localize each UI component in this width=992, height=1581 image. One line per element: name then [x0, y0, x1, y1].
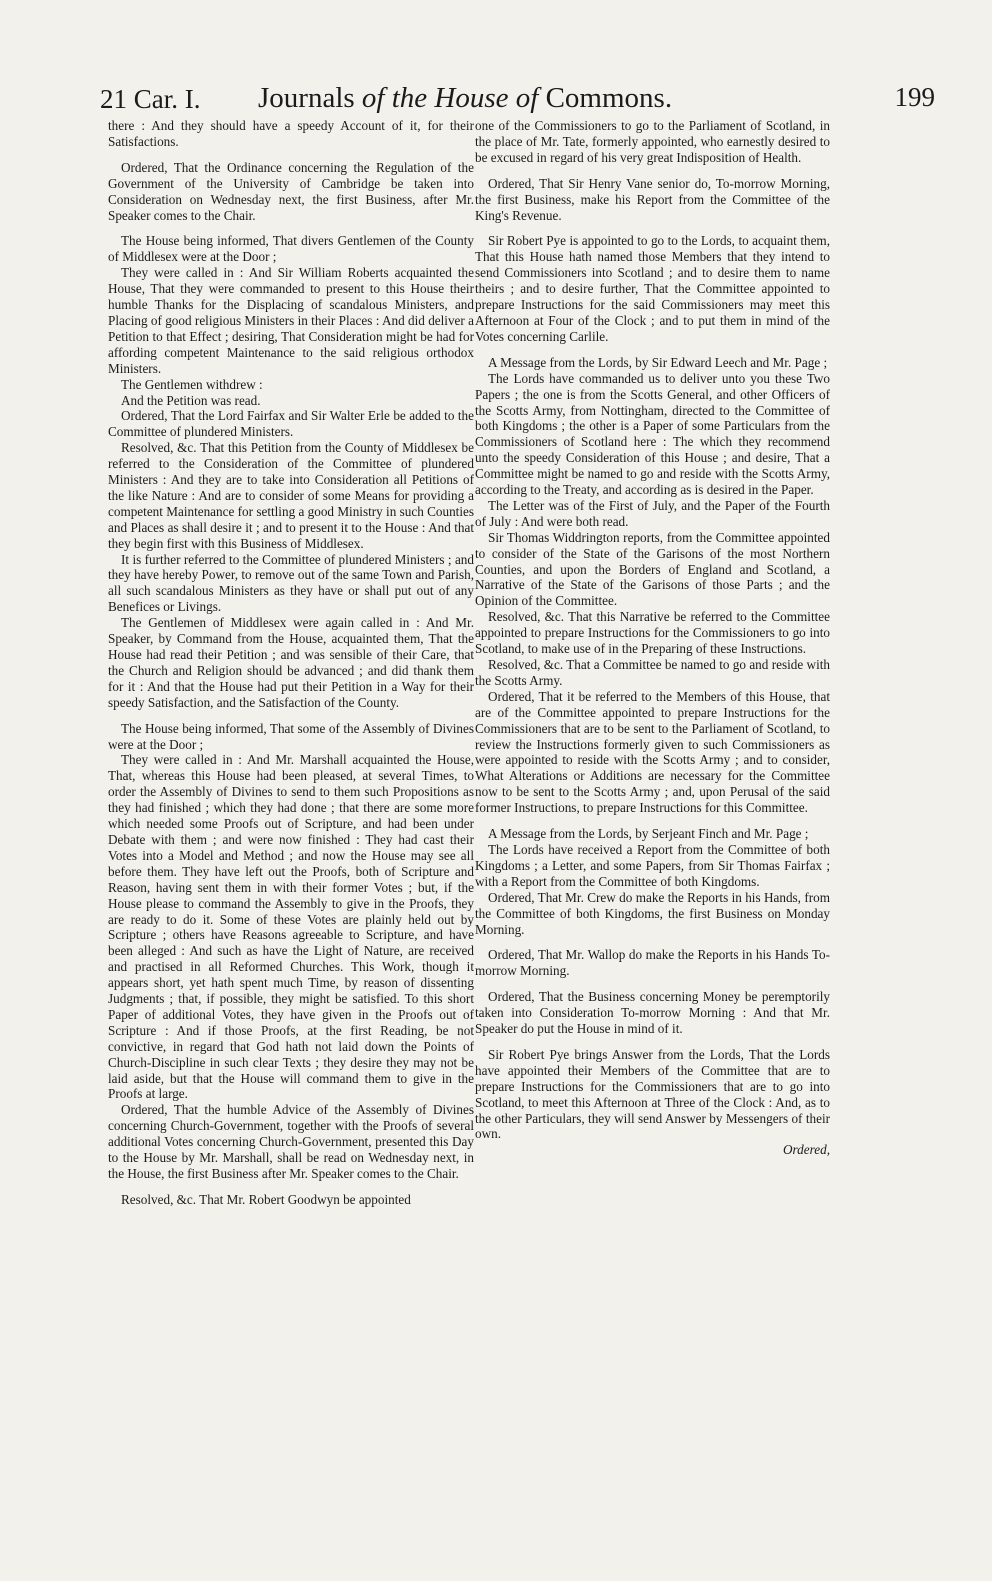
- left-column: [108, 118, 474, 1208]
- paragraph: It is further referred to the Committee of plundered Ministers ; and they have hereby Power, to remove out of the same Town and Parish, all such scandalous Ministers as they have or shall put out of any Benefices or Livings.: [108, 551, 474, 615]
- journal-mid: of the: [354, 82, 435, 114]
- journal-title: [258, 82, 672, 115]
- journal-house: House: [434, 82, 509, 114]
- paragraph: Resolved, &c. That a Committee be named to go and reside with the Scotts Army.: [475, 657, 830, 688]
- paragraph: Ordered, That Mr. Wallop do make the Reports in his Hands To-morrow Morning.: [475, 947, 830, 979]
- journal-of: of: [508, 82, 546, 114]
- paragraph: Ordered, That the Ordinance concerning the Regulation of the Government of the University of Cambridge be taken into Consideration on Wednesday next, the first Business, after Mr. Speaker comes to the Chair.: [108, 159, 474, 223]
- reign-label: 21 Car. I.: [100, 84, 201, 114]
- journal-commons: Commons.: [545, 82, 673, 114]
- page-number: 199: [894, 82, 935, 112]
- paragraph: there : And they should have a speedy Account of it, for their Satisfactions.: [108, 118, 474, 149]
- paragraph: Sir Robert Pye brings Answer from the Lords, That the Lords have appointed their Members of the Committee that are to prepare Instructions for the Commissioners that are to go into Scotland, to meet this Afternoon at Three of the Clock : And, as to the other Particulars, they will send Answer by Messengers of their own.: [475, 1046, 830, 1142]
- paragraph: one of the Commissioners to go to the Parliament of Scotland, in the place of Mr. Tate, formerly appointed, who earnestly desired to be excused in regard of his very great Indisposition of Health.: [475, 118, 830, 165]
- paragraph: A Message from the Lords, by Sir Edward Leech and Mr. Page ;: [488, 354, 828, 370]
- paragraph: And the Petition was read.: [121, 392, 261, 408]
- paragraph: The Gentlemen withdrew :: [121, 376, 263, 392]
- running-header: [100, 78, 935, 120]
- paragraph: Resolved, &c. That this Petition from the County of Middlesex be referred to the Consideration of the Committee of plundered Ministers : And they are to take into Consideration all Petitions of the like Nature : And are to consider of some Means for providing a competent Maintenance for settling a good Ministry in such Counties and Places as shall desire it ; and to present it to the House : And that they begin first with this Business of Middlesex.: [108, 440, 474, 551]
- paragraph: The Lords have commanded us to deliver unto you these Two Papers ; the one is from the Scotts General, and other Officers of the Scotts Army, from Nottingham, directed to the Committee of both Kingdoms ; the other is a Paper of some Particulars from the Commissioners of Scotland here : The which they recommend unto the speedy Consideration of this House ; and desire, That a Committee might be named to go and reside with the Scotts Army, according to the Treaty, and according as is desired in the Paper.: [475, 370, 830, 498]
- paragraph: Resolved, &c. That this Narrative be referred to the Committee appointed to prepare Instructions for the Commissioners to go into Scotland, to make use of in the Preparing of these Instructions.: [475, 609, 830, 657]
- right-column: [475, 118, 830, 1158]
- paragraph: They were called in : And Mr. Marshall acquainted the House, That, whereas this House had been pleased, at several Times, to order the Assembly of Divines to send to them such Propositions as they had finished ; which they had done ; that there are some more which needed some Proofs out of Scripture, and had been under Debate with them ; and were now finished : They had cast their Votes into a Model and Method ; and now the House may see all before them. They have left out the Proofs, both of Scripture and Reason, having sent them in with their former Votes ; but, if the House please to command the Assembly to give in the Proofs, they are ready to do it. Some of these Votes are plainly held out by Scripture ; others have Reasons agreeable to Scripture, and have been alleged : And such as have the Light of Nature, are received and practised in all Reformed Churches. This Work, though it appears short, yet hath spent much Time, by reason of dissenting Judgments ; that, if possible, they might be satisfied. To this short Paper of additional Votes, they have given in the Proofs out of Scripture : And if those Proofs, at the first Reading, be not convictive, in regard that God hath not laid down the Points of Church-Discipline in such clear Texts ; they desire they may not be laid aside, but that the House will command them to give in the Proofs at large.: [108, 752, 474, 1102]
- paragraph: Ordered,: [783, 1142, 830, 1158]
- paragraph: They were called in : And Sir William Roberts acquainted the House, That they were commanded to present to this House their humble Thanks for the Displacing of scandalous Ministers, and Placing of good religious Ministers in their Places : And did deliver a Petition to that Effect ; desiring, That Consideration might be had for affording competent Maintenance to the said religious orthodox Ministers.: [108, 265, 474, 376]
- paragraph: Resolved, &c. That Mr. Robert Goodwyn be appointed: [121, 1191, 411, 1207]
- paragraph: Ordered, That the Lord Fairfax and Sir Walter Erle be added to the Committee of plundered Ministers.: [108, 408, 474, 440]
- paragraph: The House being informed, That divers Gentlemen of the County of Middlesex were at the Door ;: [108, 233, 474, 265]
- paragraph: Ordered, That Mr. Crew do make the Reports in his Hands, from the Committee of both Kingdoms, the first Business on Monday Morning.: [475, 889, 830, 937]
- paragraph: Ordered, That it be referred to the Members of this House, that are of the Committee appointed to prepare Instructions for the Commissioners that are to be sent to the Parliament of Scotland, to review the Instructions formerly given to such Commissioners as were appointed to reside with the Scotts Army ; and to consider, What Alterations or Additions are necessary for the Committee now to be sent to the Scotts Army ; and, upon Perusal of the said former Instructions, to prepare Instructions for this Committee.: [475, 688, 830, 816]
- paragraph: Ordered, That the humble Advice of the Assembly of Divines concerning Church-Government, together with the Proofs of several additional Votes concerning Church-Government, presented this Day to the House by Mr. Marshall, shall be read on Wednesday next, in the House, the first Business after Mr. Speaker comes to the Chair.: [108, 1102, 474, 1181]
- paragraph: The Gentlemen of Middlesex were again called in : And Mr. Speaker, by Command from the House, acquainted them, That the House had read their Petition ; and was sensible of their Care, that the Church and Religion should be advanced ; and did thank them for it : And that the House had put their Petition in a Way for their speedy Satisfaction, and the Satisfaction of the County.: [108, 615, 474, 710]
- paragraph: Sir Robert Pye is appointed to go to the Lords, to acquaint them, That this House hath named those Members that they intend to send Commissioners into Scotland ; and to desire them to name theirs ; and to desire further, That the Committee appointed to prepare Instructions for the said Commissioners may meet this Afternoon at Four of the Clock ; and to put them in mind of the Votes concerning Carlile.: [475, 233, 830, 344]
- paragraph: The Lords have received a Report from the Committee of both Kingdoms ; a Letter, and some Papers, from Sir Thomas Fairfax ; with a Report from the Committee of both Kingdoms.: [475, 841, 830, 889]
- paragraph: Ordered, That the Business concerning Money be peremptorily taken into Consideration To-morrow Morning : And that Mr. Speaker do put the House in mind of it.: [475, 989, 830, 1037]
- paragraph: The House being informed, That some of the Assembly of Divines were at the Door ;: [108, 720, 474, 752]
- paragraph: A Message from the Lords, by Serjeant Finch and Mr. Page ;: [488, 826, 809, 842]
- paragraph: The Letter was of the First of July, and the Paper of the Fourth of July : And were both read.: [475, 497, 830, 529]
- journal-prefix: Journals: [258, 82, 355, 114]
- paragraph: Ordered, That Sir Henry Vane senior do, To-morrow Morning, the first Business, make his Report from the Committee of the King's Revenue.: [475, 175, 830, 223]
- paragraph: Sir Thomas Widdrington reports, from the Committee appointed to consider of the State of the Garisons of the most Northern Counties, and upon the Borders of England and Scotland, a Narrative of the State of the Garisons of those Parts ; and the Opinion of the Committee.: [475, 529, 830, 609]
